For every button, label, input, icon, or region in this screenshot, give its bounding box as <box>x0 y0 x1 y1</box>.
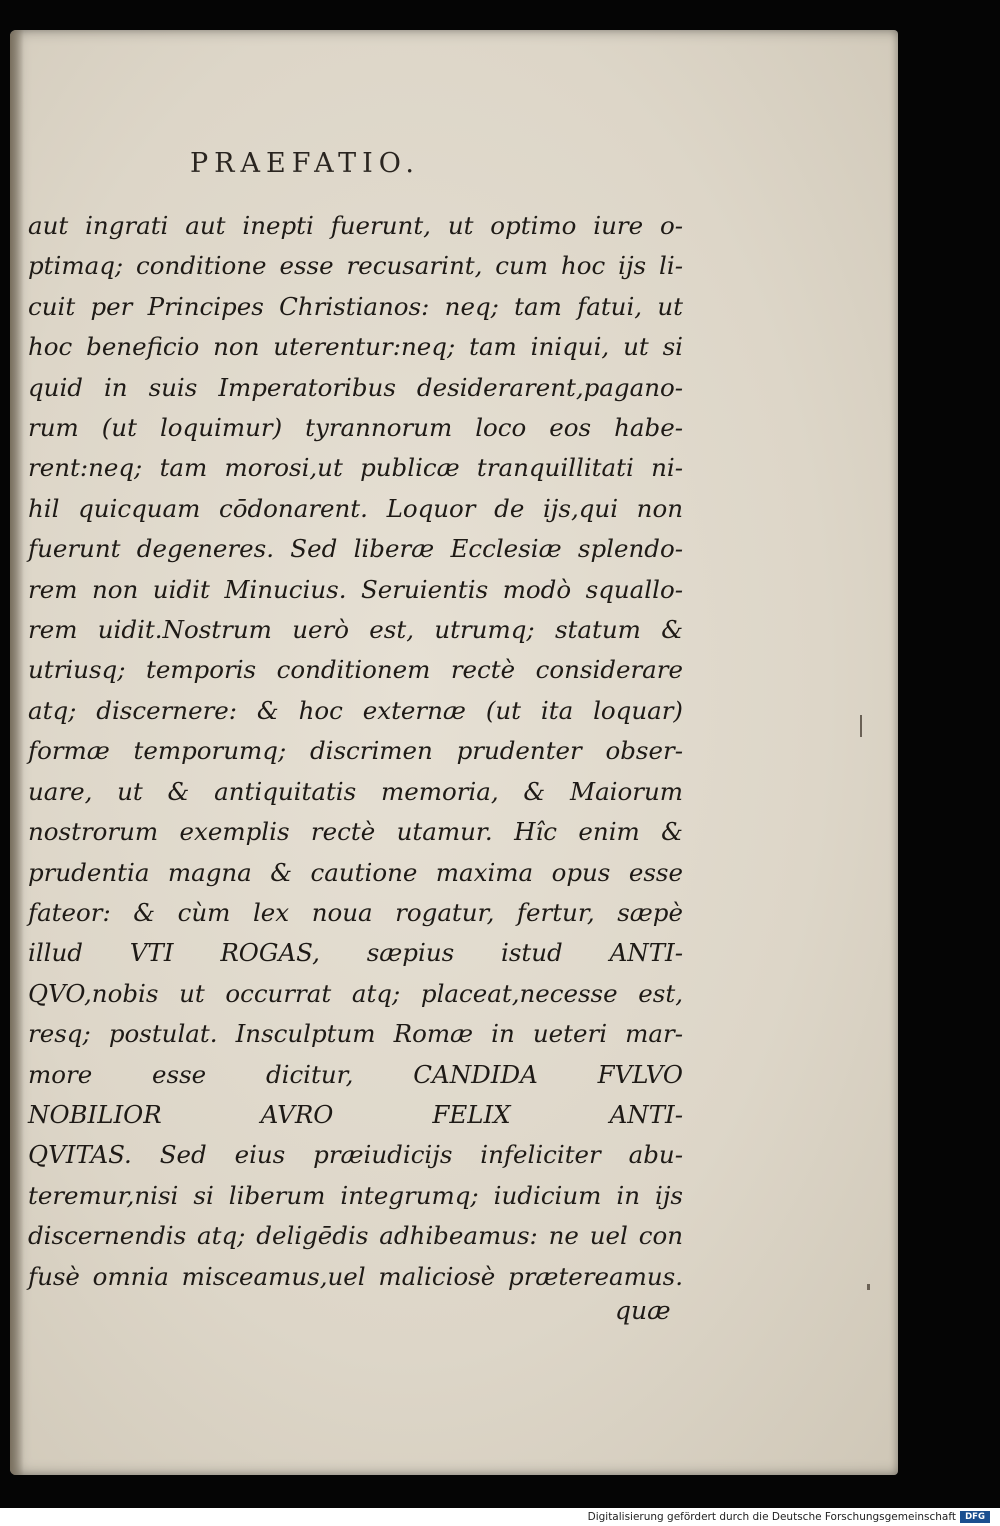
text-line: hoc beneficio non uterentur:neq; tam iniqui, ut si <box>28 332 683 362</box>
text-line: aut ingrati aut inepti fuerunt, ut optimo iure o- <box>28 211 683 240</box>
text-line: quid in suis Imperatoribus desiderarent,pagano- <box>28 372 683 402</box>
text-line: teremur,nisi si liberum integrumq; iudicium in ijs <box>28 1180 683 1210</box>
text-line: more esse dicitur, CANDIDA FVLVO <box>28 1059 683 1089</box>
text-line: fuerunt degeneres. Sed liberæ Ecclesiæ splendo- <box>28 534 683 564</box>
text-line: rem non uidit Minucius. Seruientis modò squallo- <box>28 574 683 604</box>
body-text <box>28 206 683 1297</box>
text-line: uare, ut & antiquitatis memoria, & Maiorum <box>28 776 683 806</box>
text-line: rum (ut loquimur) tyrannorum loco eos habe- <box>28 413 683 443</box>
text-line: QVITAS. Sed eius præiudicijs infeliciter abu- <box>28 1140 683 1170</box>
text-line: nostrorum exemplis rectè utamur. Hîc enim & <box>28 817 683 847</box>
margin-mark <box>860 715 862 737</box>
text-line: atq; discernere: & hoc externæ (ut ita loquar) <box>28 695 683 725</box>
text-line: prudentia magna & cautione maxima opus esse <box>28 857 683 887</box>
text-line: ptimaq; conditione esse recusarint, cum hoc ijs li- <box>28 251 683 281</box>
text-line: NOBILIOR AVRO FELIX ANTI- <box>28 1099 683 1129</box>
text-line: illud VTI ROGAS, sæpius istud ANTI- <box>28 938 683 968</box>
dfg-logo: DFG <box>960 1511 990 1523</box>
text-line: rem uidit.Nostrum uerò est, utrumq; statum & <box>28 615 683 645</box>
text-line: fusè omnia misceamus,uel maliciosè prætereamus. <box>28 1261 683 1291</box>
running-head: PRAEFATIO. <box>190 148 420 179</box>
text-line: utriusq; temporis conditionem rectè considerare <box>28 655 683 685</box>
text-line: discernendis atq; deligēdis adhibeamus: ne uel con <box>28 1221 683 1251</box>
text-line: rent:neq; tam morosi,ut publicæ tranquillitati ni- <box>28 453 683 483</box>
text-line: fateor: & cùm lex noua rogatur, fertur, sæpè <box>28 897 683 927</box>
footer-bar <box>0 1508 1000 1526</box>
text-line: resq; postulat. Insculptum Romæ in ueteri mar- <box>28 1019 683 1049</box>
text-line: cuit per Principes Christianos: neq; tam fatui, ut <box>28 291 683 321</box>
text-line: hil quicquam cōdonarent. Loquor de ijs,qui non <box>28 493 683 523</box>
funding-credit: Digitalisierung gefördert durch die Deutsche Forschungsgemeinschaft <box>587 1511 956 1523</box>
catchword: quæ <box>615 1296 671 1325</box>
text-line: formæ temporumq; discrimen prudenter obser- <box>28 736 683 766</box>
text-line: QVO,nobis ut occurrat atq; placeat,necesse est, <box>28 978 683 1008</box>
margin-dot <box>867 1284 870 1290</box>
page-gutter <box>10 30 24 1475</box>
